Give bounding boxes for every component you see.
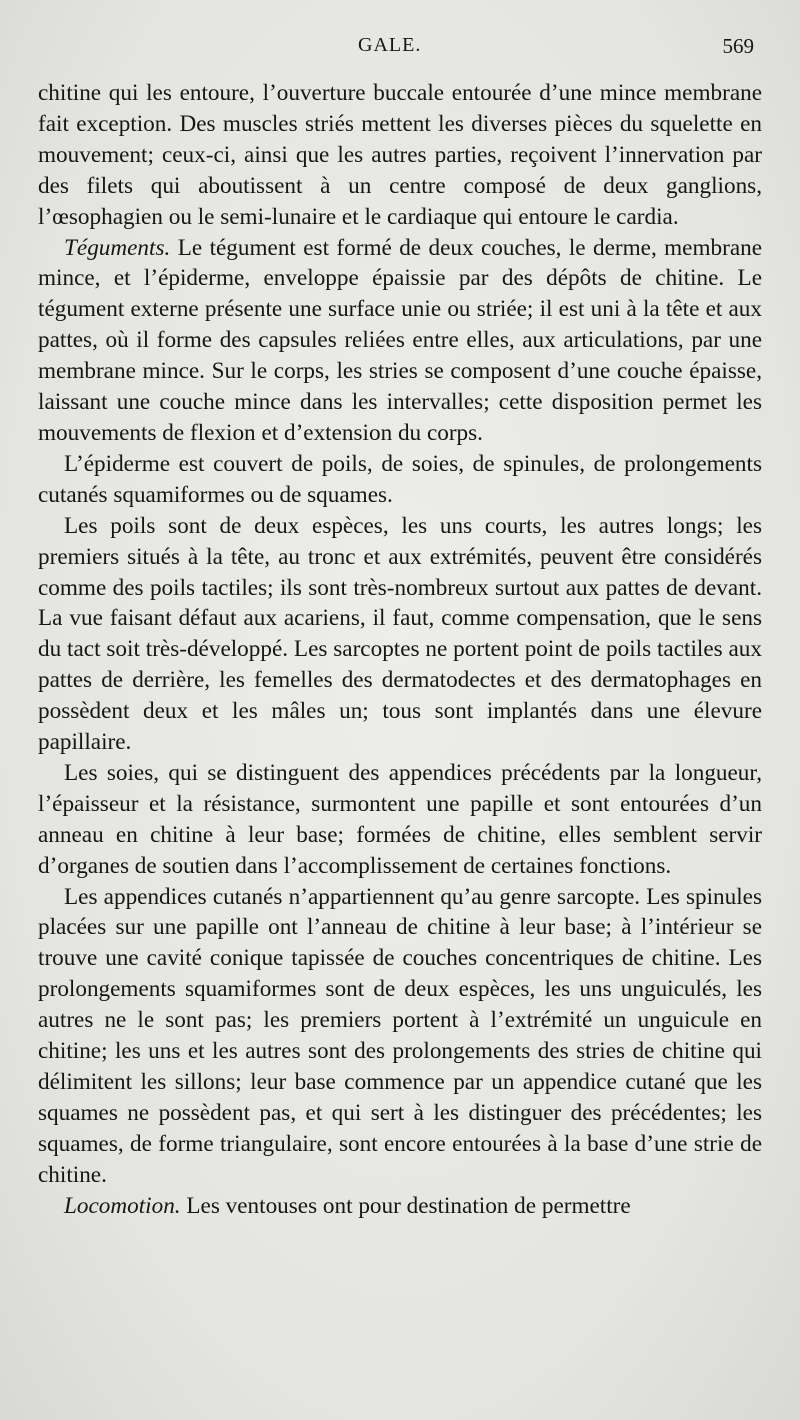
paragraph-text: Les appendices cutanés n’appartiennent qu’au genre sarcopte. Les spinules placées sur une papille ont l’anneau de chitine à leur base; à l’intérieur se trouve une cavité conique tapissée de couches concentriques de chitine. Les prolongements squamiformes sont de deux espèces, les uns unguiculés, les autres ne le sont pas; les premiers portent à l’extrémité un unguicule en chitine; les uns et les autres sont des prolongements des stries de chitine qui délimitent les sillons; leur base commence par un appendice cutané que les squames ne possèdent pas, et qui sert à les distinguer des précédentes; les squames, de forme triangulaire, sont encore entourées à la base d’une strie de chitine.: [38, 883, 762, 1188]
section-lead-teguments: Téguments.: [64, 234, 171, 261]
paragraph-continued: [38, 78, 762, 233]
body-text: [38, 78, 762, 1222]
paragraph-text: L’épiderme est couvert de poils, de soies, de spinules, de prolongements cutanés squamiformes ou de squames.: [38, 450, 762, 508]
paragraph-teguments: [38, 233, 762, 449]
paragraph-text: Les soies, qui se distinguent des appendices précédents par la longueur, l’épaisseur et la résistance, surmontent une papille et sont entourées d’un anneau en chitine à leur base; formées de chitine, elles semblent servir d’organes de soutien dans l’accomplissement de certaines fonctions.: [38, 759, 762, 879]
paragraph-text: Les ventouses ont pour destination de permettre: [186, 1192, 631, 1219]
paragraph-text: Le tégument est formé de deux couches, le derme, membrane mince, et l’épiderme, enveloppe épaissie par des dépôts de chitine. Le tégument externe présente une surface unie ou striée; il est uni à la tête et aux pattes, où il forme des capsules reliées entre elles, aux articulations, par une membrane mince. Sur le corps, les stries se composent d’une couche épaisse, laissant une couche mince dans les intervalles; cette disposition permet les mouvements de flexion et d’extension du corps.: [38, 234, 763, 446]
paragraph-locomotion: [38, 1191, 762, 1222]
section-lead-locomotion: Locomotion.: [64, 1192, 181, 1219]
paragraph-appendices: [38, 882, 762, 1191]
paragraph-soies: [38, 758, 762, 882]
page-number: 569: [722, 34, 754, 58]
running-title: GALE.: [358, 34, 422, 56]
paragraph-poils: [38, 511, 762, 758]
paragraph-text: chitine qui les entoure, l’ouverture buccale entourée d’une mince membrane fait exception. Des muscles striés mettent les diverses pièces du squelette en mouvement; ceux-ci, ainsi que les autres parties, reçoivent l’innervation par des filets qui aboutissent à un centre composé de deux ganglions, l’œsophagien ou le semi-lunaire et le cardiaque qui entoure le cardia.: [38, 80, 762, 230]
running-head: [0, 34, 800, 60]
paragraph-text: Les poils sont de deux espèces, les uns courts, les autres longs; les premiers situés à la tête, au tronc et aux extrémités, peuvent être considérés comme des poils tactiles; ils sont très-nombreux surtout aux pattes de devant. La vue faisant défaut aux acariens, il faut, comme compensation, que le sens du tact soit très-développé. Les sarcoptes ne portent point de poils tactiles aux pattes de derrière, les femelles des dermatodectes et des dermatophages en possèdent deux et les mâles un; tous sont implantés dans une élevure papillaire.: [38, 512, 762, 756]
paragraph-epiderme: [38, 449, 762, 511]
